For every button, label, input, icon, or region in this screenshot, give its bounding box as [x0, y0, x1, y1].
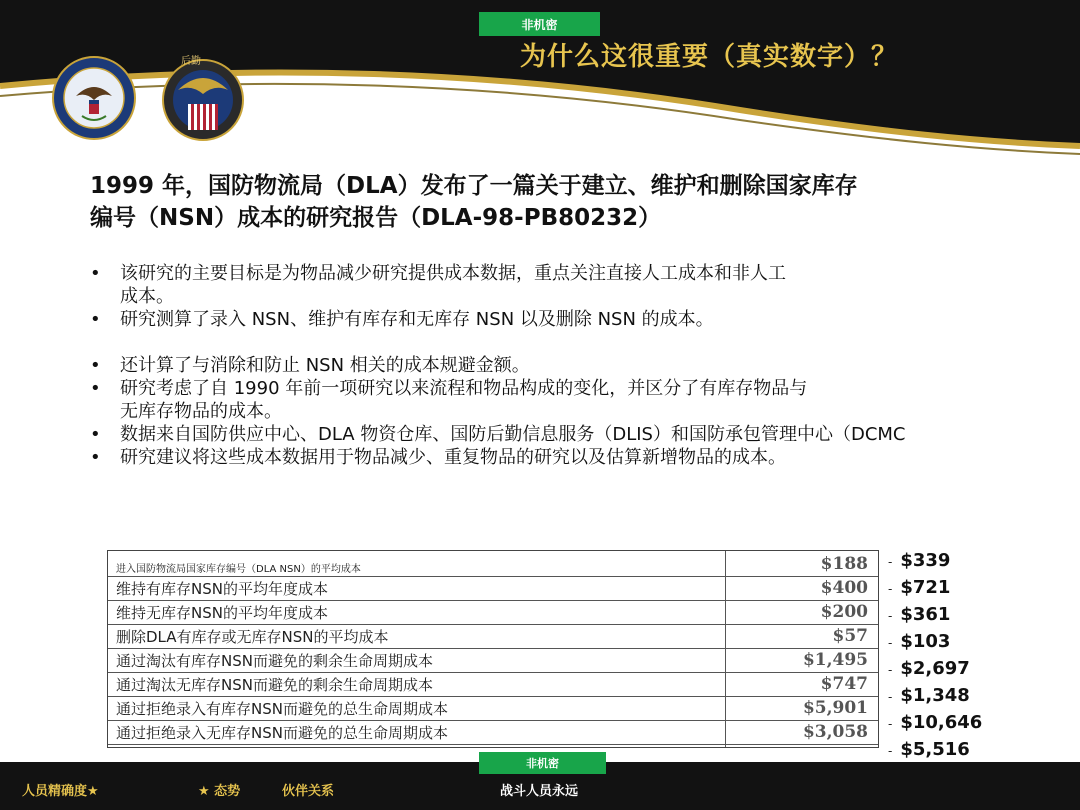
table-row: [108, 601, 878, 625]
bullet-dot: •: [90, 309, 101, 330]
study-bullet-list: [88, 262, 1080, 469]
cost-label: 维持无库存NSN的平均年度成本: [116, 604, 328, 622]
adjusted-value: $361: [900, 604, 951, 625]
adjusted-value: $10,646: [900, 712, 983, 733]
slide-title: 为什么这很重要（真实数字）？: [520, 42, 899, 72]
dash-marker: -: [888, 582, 893, 596]
adjusted-value: $1,348: [900, 685, 970, 706]
bullet-text: 还计算了与消除和防止 NSN 相关的成本规避金额。: [120, 355, 530, 376]
footer-item-partnership: 伙伴关系: [282, 784, 335, 799]
dash-marker: -: [888, 663, 893, 677]
table-row: [108, 721, 878, 745]
department-of-defense-seal-icon: [52, 56, 136, 140]
list-item: [888, 602, 1078, 629]
bullet-dot: •: [90, 355, 101, 376]
adjusted-value: $5,516: [900, 739, 970, 760]
bullet-dot: •: [90, 263, 101, 284]
cost-value: $200: [820, 602, 868, 622]
cost-value: $400: [820, 578, 868, 598]
cost-value: $57: [832, 626, 868, 646]
adjusted-value: $103: [900, 631, 951, 652]
dash-marker: -: [888, 717, 893, 731]
adjusted-value: $2,697: [900, 658, 970, 679]
dash-marker: -: [888, 690, 893, 704]
cost-value: $3,058: [802, 722, 868, 742]
bullet-text: 研究建议将这些成本数据用于物品减少、重复物品的研究以及估算新增物品的成本。: [120, 447, 786, 468]
bullet-text: 研究测算了录入 NSN、维护有库存和无库存 NSN 以及删除 NSN 的成本。: [120, 309, 714, 330]
cost-label: 通过拒绝录入无库存NSN而避免的总生命周期成本: [116, 724, 448, 742]
dash-marker: -: [888, 744, 893, 758]
dla-seal-label: 后勤: [181, 56, 201, 67]
list-item: [88, 308, 1080, 331]
dash-marker: -: [888, 555, 893, 569]
cost-value: $747: [820, 674, 868, 694]
cost-label: 进入国防物流局国家库存编号（DLA NSN）的平均成本: [116, 564, 361, 575]
study-heading: [90, 170, 990, 234]
list-item: [88, 262, 1080, 308]
dash-marker: -: [888, 636, 893, 650]
classification-banner-bottom: 非机密: [479, 752, 606, 774]
table-row: [108, 673, 878, 697]
list-item: [88, 354, 1080, 377]
cost-value: $5,901: [802, 698, 868, 718]
bullet-dot: •: [90, 447, 101, 468]
adjusted-value: $721: [900, 577, 951, 598]
cost-label: 删除DLA有库存或无库存NSN的平均成本: [116, 628, 389, 646]
cost-label: 维持有库存NSN的平均年度成本: [116, 580, 328, 598]
dla-logistics-seal-icon: [160, 52, 246, 144]
list-item: [888, 629, 1078, 656]
list-item: [88, 446, 1080, 469]
dash-marker: -: [888, 609, 893, 623]
cost-label: 通过拒绝录入有库存NSN而避免的总生命周期成本: [116, 700, 448, 718]
footer-item-posture: ★ 态势: [198, 784, 241, 799]
list-item: [88, 423, 1080, 446]
list-item: [888, 656, 1078, 683]
adjusted-value: $339: [900, 550, 951, 571]
cost-label: 通过淘汰有库存NSN而避免的剩余生命周期成本: [116, 652, 433, 670]
list-item: [88, 377, 1080, 423]
list-item: [888, 683, 1078, 710]
table-row: [108, 577, 878, 601]
table-row: [108, 553, 878, 577]
nsn-cost-table: [107, 550, 879, 748]
cost-value: $188: [820, 554, 868, 574]
study-heading-text: 1999 年，国防物流局（DLA）发布了一篇关于建立、维护和删除国家库存 编号（NSN）成本的研究报告（DLA-98-PB80232）: [90, 173, 858, 231]
bullet-dot: •: [90, 378, 101, 399]
table-row: [108, 649, 878, 673]
table-row: [108, 697, 878, 721]
list-item: [888, 737, 1078, 764]
adjusted-cost-list: [888, 548, 1078, 764]
bullet-text: 该研究的主要目标是为物品减少研究提供成本数据，重点关注直接人工成本和非人工 成本。: [120, 263, 786, 307]
footer-motto: 战斗人员永远: [500, 784, 579, 799]
list-item: [888, 710, 1078, 737]
list-item: [888, 548, 1078, 575]
list-item: [888, 575, 1078, 602]
classification-banner-top: 非机密: [479, 12, 600, 36]
footer-item-people: 人员精确度★: [22, 784, 99, 799]
cost-label: 通过淘汰无库存NSN而避免的剩余生命周期成本: [116, 676, 433, 694]
bullet-text: 数据来自国防供应中心、DLA 物资仓库、国防后勤信息服务（DLIS）和国防承包管理中心（DCMC: [120, 424, 906, 445]
table-row: [108, 625, 878, 649]
bullet-text: 研究考虑了自 1990 年前一项研究以来流程和物品构成的变化，并区分了有库存物品与 无库存物品的成本。: [120, 378, 808, 422]
bullet-dot: •: [90, 424, 101, 445]
cost-value: $1,495: [802, 650, 868, 670]
